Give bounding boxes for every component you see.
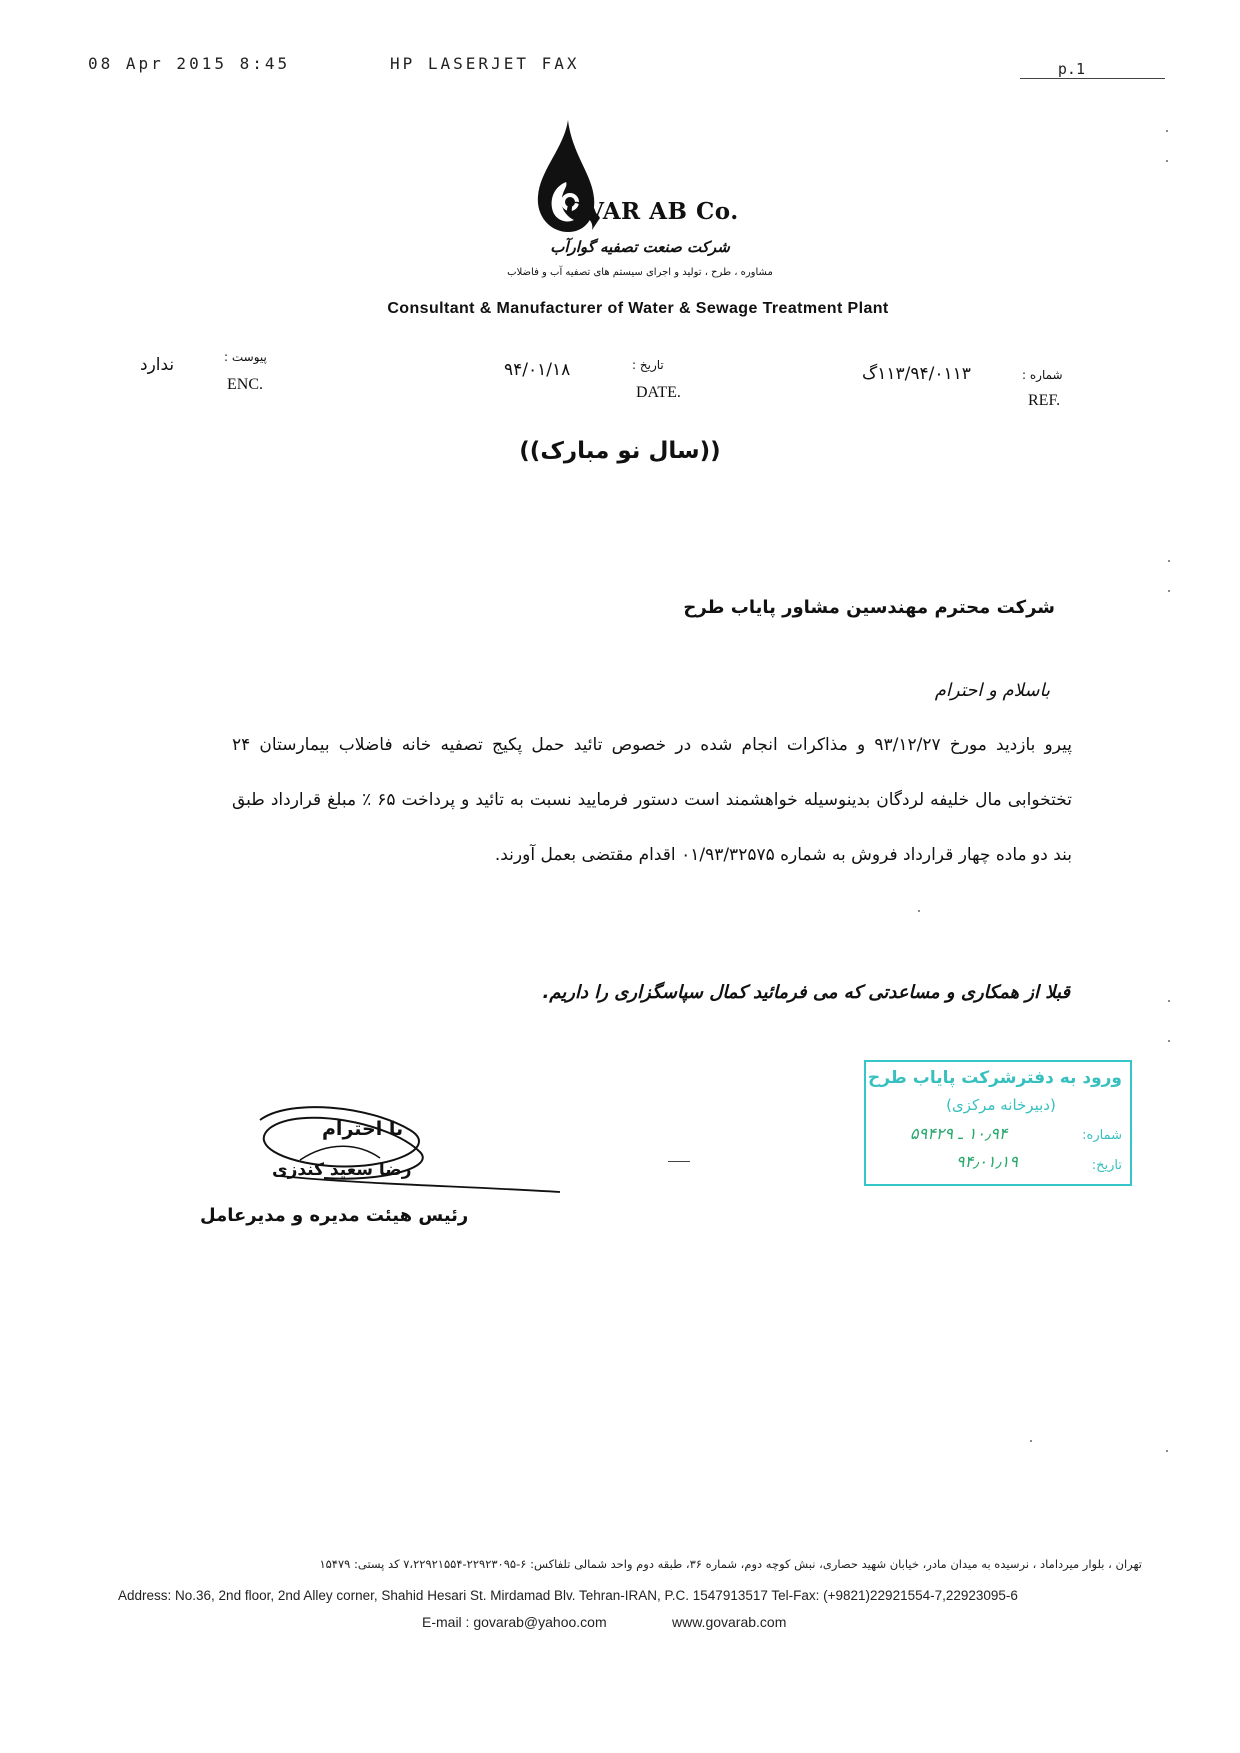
salutation: باسلام و احترام: [934, 680, 1050, 701]
company-description-english: Consultant & Manufacturer of Water & Sewage Treatment Plant: [387, 300, 889, 317]
signature-respect: با احترام: [322, 1118, 404, 1140]
recipient: شرکت محترم مهندسین مشاور پایاب طرح: [683, 597, 1055, 618]
company-name: OVAR AB Co.: [566, 198, 739, 225]
scan-speck: [1166, 130, 1168, 132]
fax-page-number: p.1: [1057, 60, 1085, 78]
stamp-date-label: تاریخ:: [1091, 1158, 1122, 1173]
ref-value: ۱۱۳/۹۴/۰۱۱۳گ: [862, 364, 971, 384]
enclosure-label-persian: پیوست :: [224, 350, 267, 364]
stamp-number-value: ۱۰٫۹۴ ـ ۵۹۴۲۹: [910, 1124, 1008, 1143]
stamp-title: ورود به دفترشرکت پایاب طرح: [867, 1068, 1122, 1088]
stamp-number-label: شماره:: [1082, 1128, 1122, 1143]
company-description-persian: مشاوره ، طرح ، تولید و اجرای سیستم های تصفیه آب و فاضلاب: [507, 267, 773, 278]
stamp-subtitle: (دبیرخانه مرکزی): [946, 1096, 1056, 1114]
letter-body: پیرو بازدید مورخ ۹۳/۱۲/۲۷ و مذاکرات انجام شده در خصوص تائید حمل پکیج تصفیه خانه فاضلاب بیمارستان ۲۴ تختخوابی مال خلیفه لردگان بدینوسیله خواهشمند است دستور فرمایید نسبت به تائید و پرداخت ۶۵ ٪ مبلغ قرارداد طبق بند دو ماده چهار قرارداد فروش به شماره ۰۱/۹۳/۳۲۵۷۵ اقدام مقتضی بعمل آورند.: [232, 735, 1072, 865]
footer-email: E-mail : govarab@yahoo.com: [422, 1614, 607, 1630]
scan-speck: [1166, 1450, 1168, 1452]
footer-website: www.govarab.com: [672, 1614, 787, 1630]
date-label-english: DATE.: [636, 384, 681, 401]
company-name-persian: شرکت صنعت تصفیه گوارآب: [550, 238, 730, 256]
fax-timestamp: 08 Apr 2015 8:45: [88, 54, 291, 73]
signer-name: رضا سعید کندزی: [272, 1160, 412, 1180]
signer-title: رئیس هیئت مدیره و مدیرعامل: [200, 1205, 469, 1226]
letter-closing: قبلا از همکاری و مساعدتی که می فرمائید کمال سپاسگزاری را داریم.: [542, 982, 1070, 1003]
letter-title: ((سال نو مبارک)): [519, 438, 721, 464]
ref-label-persian: شماره :: [1022, 368, 1063, 382]
scan-speck: [918, 910, 920, 912]
scan-speck: [1166, 160, 1168, 162]
date-value: ۹۴/۰۱/۱۸: [504, 360, 571, 380]
date-label-persian: تاریخ :: [632, 358, 664, 372]
divider-mark: [668, 1161, 690, 1162]
ref-label-english: REF.: [1028, 392, 1061, 409]
scan-speck: [1168, 590, 1170, 592]
receipt-stamp: [864, 1060, 1132, 1186]
enclosure-value: ندارد: [140, 355, 175, 375]
footer-address-persian: تهران ، بلوار میرداماد ، نرسیده به میدان مادر، خیابان شهید حصاری، نبش کوچه دوم، شماره ۳۶، طبقه دوم واحد شمالی تلفاکس: ۶-۲۲۹۲۳۰۹۵-۷،۲۲۹۲۱۵۵۴ کد پستی: ۱۵۴۷۹: [319, 1557, 1142, 1571]
enclosure-label-english: ENC.: [227, 376, 263, 393]
scan-speck: [1168, 1000, 1170, 1002]
footer-address-english: Address: No.36, 2nd floor, 2nd Alley corner, Shahid Hesari St. Mirdamad Blv. Tehran-IRAN, P.C. 1547913517 Tel-Fax: (+9821)22921554-7,22923095-6: [118, 1588, 1018, 1603]
scan-speck: [1030, 1440, 1032, 1442]
fax-model: HP LASERJET FAX: [390, 54, 580, 73]
fax-header-rule: [1020, 78, 1165, 79]
scan-speck: [1168, 560, 1170, 562]
stamp-date-value: ۹۴٫۰۱٫۱۹: [956, 1152, 1018, 1171]
scan-speck: [1168, 1040, 1170, 1042]
